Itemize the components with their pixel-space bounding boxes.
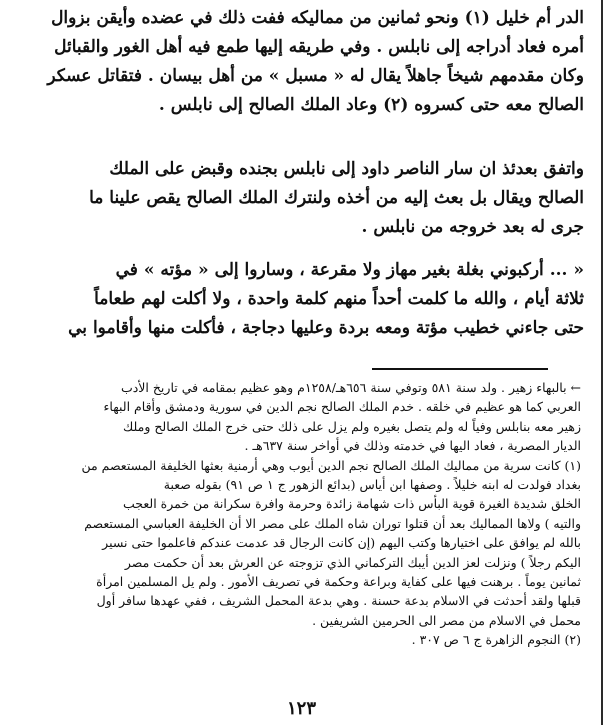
footnote-line: الخلق شديدة الغيرة قوية البأس ذات شهامة زائدة وحرمة وافرة سكرانة من خمرة العجب xyxy=(123,496,581,512)
footnote-divider xyxy=(372,368,548,370)
paragraph-1-line: أمره فعاد أدراجه إلى نابلس . وفي طريقه إليها طمع فيه أهل الغور والقبائل xyxy=(54,37,584,57)
paragraph-3-line: ثلاثة أيام ، والله ما كلمت أحداً منهم كلمة واحدة ، ولا أكلت لهم طعاماً xyxy=(94,289,584,309)
paragraph-1 xyxy=(28,4,584,120)
paragraph-2 xyxy=(28,155,584,242)
paragraph-2-line: جرى له بعد خروجه من نابلس . xyxy=(361,217,584,237)
footnote-line: (١) كانت سرية من مماليك الملك الصالح نجم الدين أيوب وهي أرمنية بعثها الخليفة المستعصم من xyxy=(81,457,581,473)
paragraph-3-quote xyxy=(28,256,584,343)
footnote-line: ← بالبهاء زهير . ولد سنة ٥٨١ وتوفي سنة ٦٥٦هـ/١٢٥٨م وهو عظيم بمقامه في تاريخ الأدب xyxy=(120,380,581,395)
footnote-line: بالله لم يوافق على اختيارها وكتب اليهم (إن كانت الرجال قد عدمت عندكم فاعلموا حتى نسير xyxy=(102,535,581,551)
footnote-line: اليكم رجلاً ) ونزلت لعز الدين أيبك التركماني الذي تزوجته عن العرش بعد أن حكمت مصر xyxy=(124,554,581,570)
paragraph-1-line: الدر أم خليل (١) ونحو ثمانين من مماليكه ففت ذلك في عضده وأيقن بزوال xyxy=(51,8,584,28)
footnote-line: زهير معه بنابلس وفياً له ولم يتصل بغيره ولم يزل على ذلك حتى خرج الملك الصالح وملك xyxy=(122,418,581,434)
paragraph-2-line: الصالح ويقال بل بعث إليه من أخذه ولنترك الملك الصالح يقص علينا ما xyxy=(89,188,584,208)
page-number: ١٢٣ xyxy=(286,698,316,719)
footnote-line: (٢) النجوم الزاهرة ج ٦ ص ٣٠٧ . xyxy=(411,632,581,648)
paragraph-1-line: الصالح معه حتى كسروه (٢) وعاد الملك الصالح إلى نابلس . xyxy=(158,95,584,115)
paragraph-2-line: واتفق بعدئذ ان سار الناصر داود إلى نابلس بجنده وقبض على الملك xyxy=(109,159,584,179)
footnote-line: الديار المصرية ، فعاد اليها في خدمته وذلك في أواخر سنة ٦٣٧هـ . xyxy=(244,438,581,454)
footnote-line: محمل في الاسلام من مصر الى الحرمين الشريفين . xyxy=(312,612,581,628)
paragraph-3-line: « ... أركبوني بغلة بغير مهاز ولا مقرعة ، وساروا إلى « مؤته » في xyxy=(115,260,584,280)
footnote-line: العربي كما هو عظيم في خلقه . خدم الملك الصالح نجم الدين في سورية ودمشق وأقام البهاء xyxy=(103,399,581,415)
footnote-line: قبلها ولقد أحدثت في الاسلام بدعة حسنة . وهي بدعة المحمل الشريف ، ففي عهدها سافر أول xyxy=(96,593,581,609)
footnote-line: ثمانين يوماً . برهنت فيها على كفاية وبراعة وحكمة في تصريف الأمور . ولم يل المسلمين امرأة xyxy=(96,573,581,589)
footnote-line: بغداد فولدت له ابنه خليلاً . وصفها ابن أياس (بدائع الزهور ج ١ ص ٩١) بقوله صعبة xyxy=(163,476,581,492)
paragraph-3-line: حتى جاءني خطيب مؤتة ومعه بردة وعليها دجاجة ، فأكلت منها وأقاموا بي xyxy=(68,318,584,338)
footnotes xyxy=(40,378,581,649)
footnote-line: والتيه ) ولاها المماليك بعد أن قتلوا توران شاه الملك على مصر الا أن الخليفة العباسي المستعصم xyxy=(84,515,581,531)
paragraph-1-line: وكان مقدمهم شيخاً جاهلاً يقال له « مسبل » من أهل بيسان . فتقاتل عسكر xyxy=(47,66,584,86)
